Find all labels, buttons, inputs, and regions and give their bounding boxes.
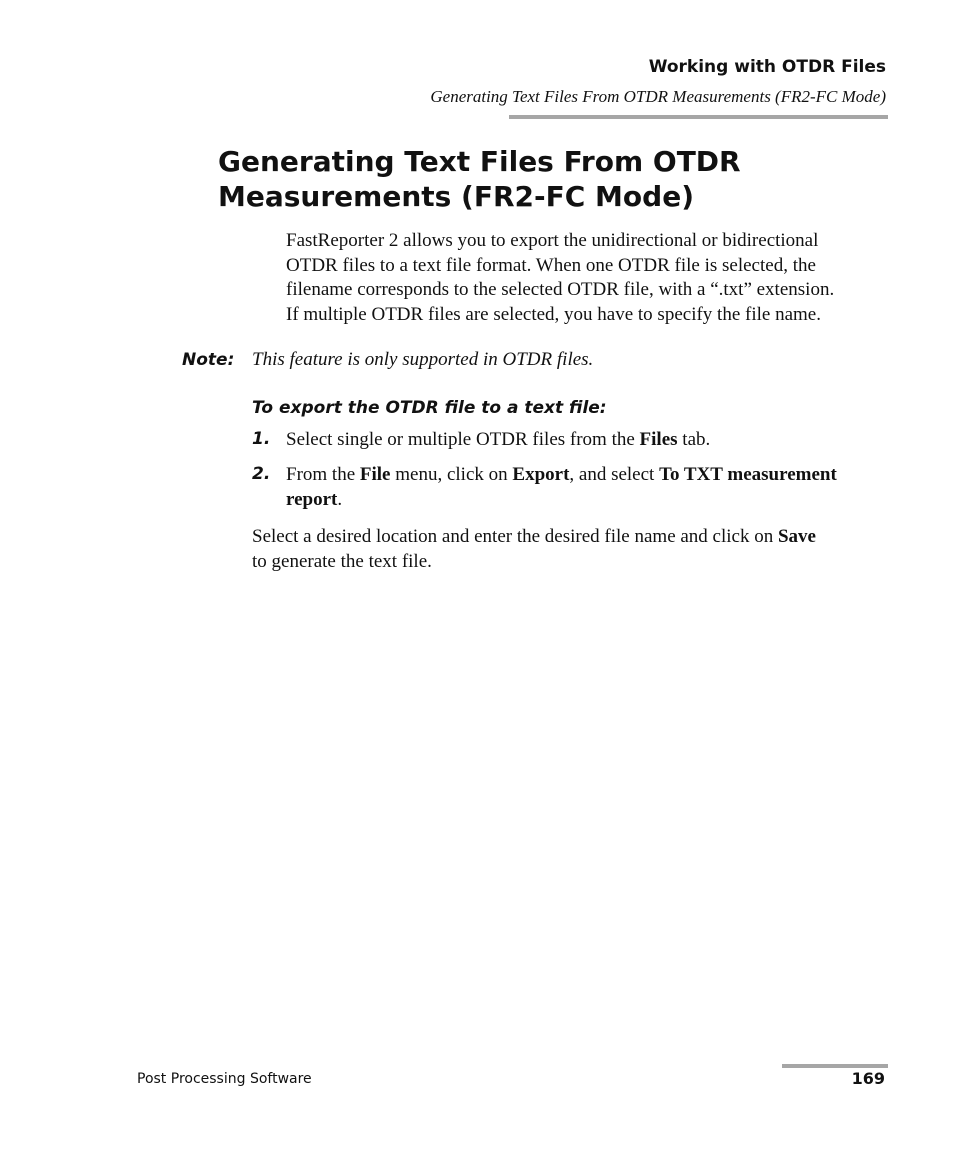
step-1-number: 1. (252, 429, 271, 449)
closing-paragraph (252, 524, 890, 574)
step-2-file-menu: File (359, 464, 391, 485)
intro-line-3: filename corresponds to the selected OTDR file, with a “.txt” extension. (286, 279, 835, 301)
footer-rule (782, 1064, 888, 1068)
running-header-chapter: Working with OTDR Files (648, 57, 886, 77)
footer-product-name: Post Processing Software (137, 1071, 312, 1087)
step-2-report-word: report (286, 489, 338, 510)
procedure-heading: To export the OTDR file to a text file: (252, 398, 607, 418)
step-2-number: 2. (252, 464, 271, 484)
closing-save-button-name: Save (777, 526, 816, 547)
note-label: Note: (182, 350, 235, 370)
step-1-text-a: Select single or multiple OTDR files from the (286, 429, 640, 450)
step-2-text-d: . (337, 489, 343, 510)
step-2-text-a: From the (286, 464, 360, 485)
note-text: This feature is only supported in OTDR files. (252, 349, 594, 370)
closing-text-b: to generate the text file. (252, 551, 432, 572)
step-2-text (286, 462, 890, 512)
step-1-files-tab: Files (639, 429, 678, 450)
step-2-export-command: Export (512, 464, 570, 485)
step-1-text (286, 427, 890, 452)
step-2-text-c: , and select (569, 464, 660, 485)
intro-paragraph (286, 229, 890, 327)
intro-line-4: If multiple OTDR files are selected, you have to specify the file name. (286, 303, 821, 325)
running-header-section: Generating Text Files From OTDR Measurements (FR2-FC Mode) (430, 87, 886, 106)
page-title-line-1: Generating Text Files From OTDR (218, 145, 741, 178)
closing-text-a: Select a desired location and enter the desired file name and click on (252, 526, 778, 547)
page-title-line-2: Measurements (FR2-FC Mode) (218, 180, 694, 213)
header-rule (509, 115, 888, 119)
step-1-text-b: tab. (677, 429, 711, 450)
page-title (218, 144, 858, 214)
intro-line-2: OTDR files to a text file format. When one OTDR file is selected, the (286, 254, 816, 276)
intro-line-1: FastReporter 2 allows you to export the unidirectional or bidirectional (286, 230, 819, 251)
page-number: 169 (851, 1069, 885, 1088)
step-2-to-txt-option: To TXT measurement (659, 464, 837, 485)
step-2-text-b: menu, click on (390, 464, 513, 485)
